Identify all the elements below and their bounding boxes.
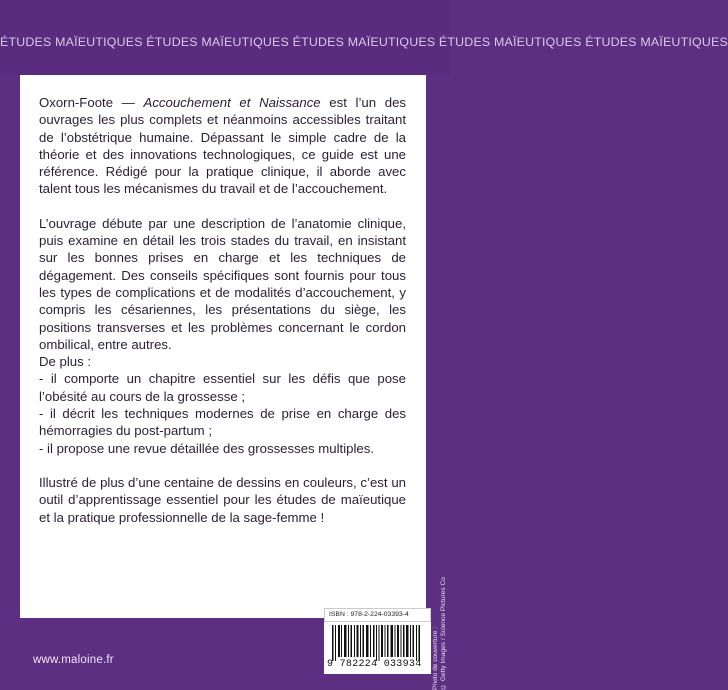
barcode-digits: 9 782224 033934 bbox=[327, 659, 422, 670]
description-paragraph bbox=[39, 215, 406, 457]
credit-line: Photo de couverture : bbox=[432, 626, 439, 690]
list-item: - il décrit les techniques modernes de prise en charge des hémorragies du post-partum ; bbox=[39, 406, 406, 439]
list-item: - il propose une revue détaillée des grossesses multiples. bbox=[39, 440, 374, 456]
intro-rest: est l’un des ouvrages les plus complets et néanmoins accessibles traitant de l’obstétrique humaine. Dépassant le simple cadre de la théorie et des innovations technologiques, ce guide est une référence. Rédigé pour la pratique clinique, il aborde avec talent tous les mécanismes du travail et de l’accouchement. bbox=[39, 95, 407, 197]
photo-credit bbox=[432, 540, 450, 690]
book-title: Accouchement et Naissance bbox=[143, 95, 321, 110]
credit-line: © Getty Images / Science Pictures Co bbox=[440, 577, 447, 690]
intro-paragraph bbox=[39, 94, 406, 198]
barcode-icon bbox=[324, 622, 431, 662]
list-item: - il comporte un chapitre essentiel sur les défis que pose l’obésité au cours de la grossesse ; bbox=[39, 371, 406, 404]
conclusion-paragraph bbox=[39, 474, 406, 526]
back-cover-text bbox=[39, 94, 406, 543]
dash: — bbox=[113, 95, 144, 110]
conclusion-text: Illustré de plus d’une centaine de dessins en couleurs, c’est un outil d’apprentissage essentiel pour les études de maïeutique et la pratique professionnelle de la sage-femme ! bbox=[39, 474, 406, 525]
series-strip: ÉTUDES MAÏEUTIQUES ÉTUDES MAÏEUTIQUES ÉTUDES MAÏEUTIQUES ÉTUDES MAÏEUTIQUES ÉTUDES MAÏEUTIQUES bbox=[0, 35, 728, 49]
isbn-label: ISBN : 978-2-224-03393-4 bbox=[324, 608, 431, 622]
description-text: L’ouvrage débute par une description de l’anatomie clinique, puis examine en détail les trois stades du travail, en insistant sur les bonnes prises en charge et les techniques de dégagement. Des conseils spécifiques sont fournis pour tous les types de complications et de modalités d’accouchement, y compris les césariennes, les présentations du siège, les positions transverses et les problèmes concernant le cordon ombilical, entre autres. bbox=[39, 215, 406, 352]
de-plus-label: De plus : bbox=[39, 354, 92, 370]
publisher-website[interactable]: www.maloine.fr bbox=[33, 654, 114, 666]
author-name: Oxorn-Foote bbox=[39, 95, 114, 110]
